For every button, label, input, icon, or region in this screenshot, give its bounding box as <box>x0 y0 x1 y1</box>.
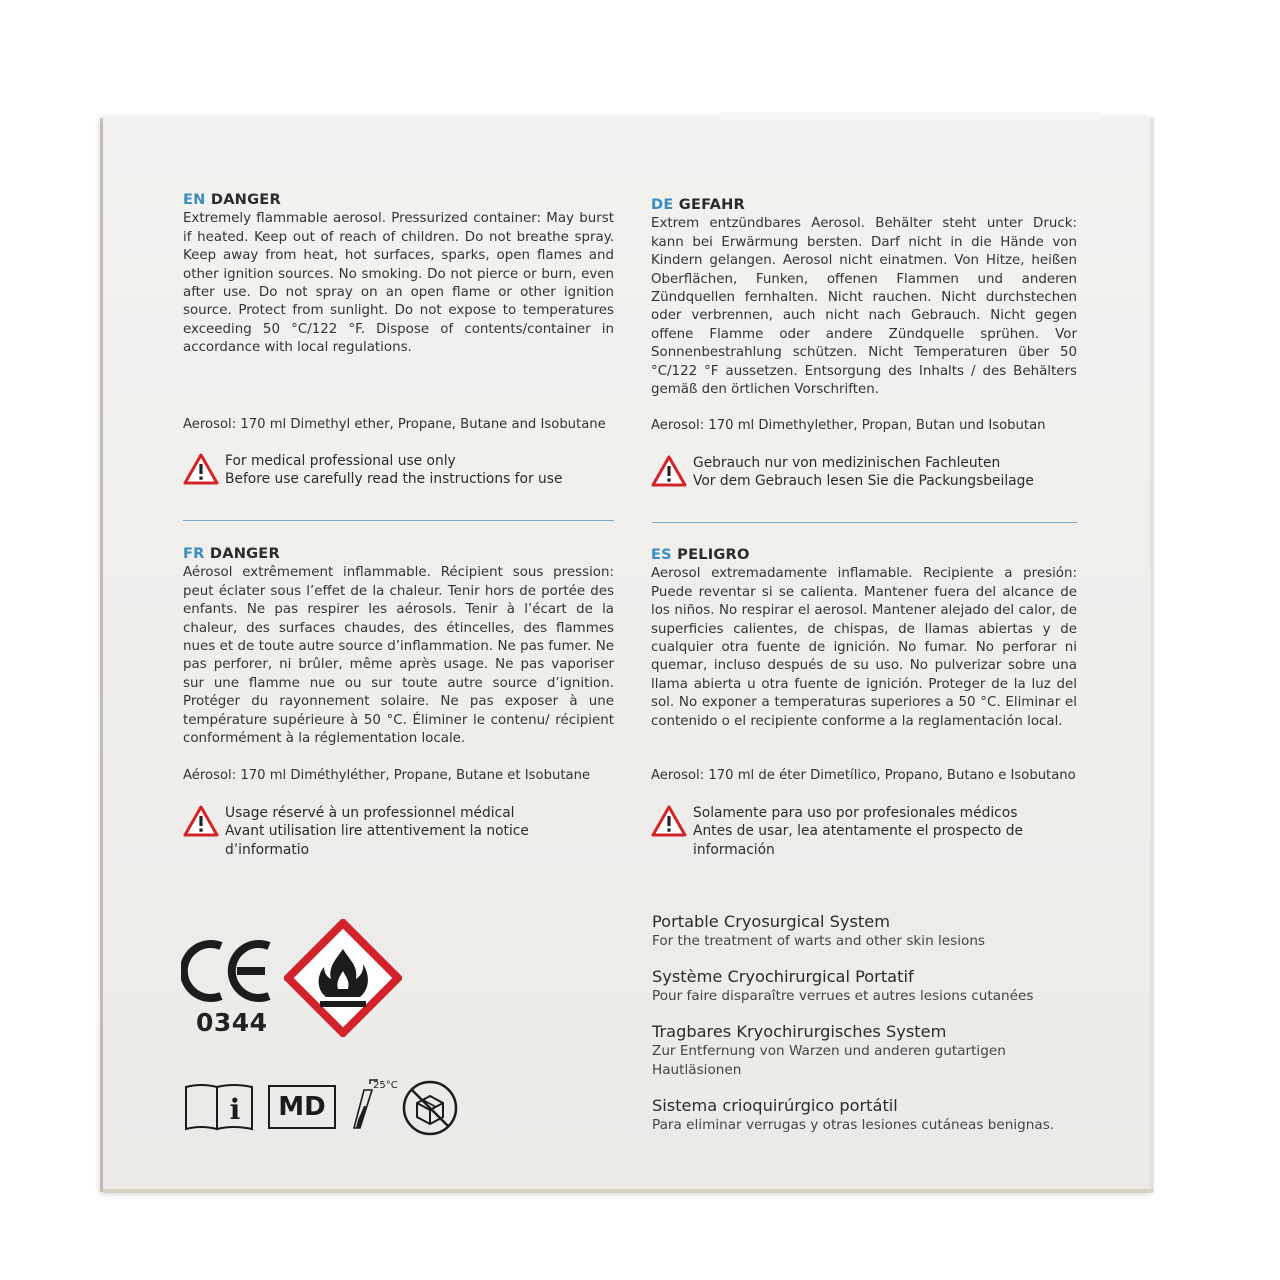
warning-line-1-de: Gebrauch nur von medizinischen Fachleuten <box>693 455 1001 471</box>
warning-line-1-en: For medical professional use only <box>225 453 456 469</box>
product-name-fr <box>652 967 1092 1006</box>
professional-warning-fr <box>183 804 543 859</box>
warning-line-2-es: Antes de usar, lea atentamente el prospecto de información <box>693 823 1023 858</box>
instructions-book-icon <box>183 1083 255 1133</box>
product-title-en: Portable Cryosurgical System <box>652 912 890 931</box>
temperature-limit-icon <box>350 1076 398 1136</box>
warning-triangle-icon <box>183 453 219 485</box>
hazard-text-fr: Aérosol extrêmement inflammable. Récipient sous pression: peut éclater sous l’effet de la chaleur. Tenir hors de portée des enfants. Ne pas respirer les aérosols. Tenir à l’écart de la chaleur, des surfaces chaudes, des étincelles, des flammes nues et de toute autre source d’inflammation. Ne pas fumer. Ne pas perforer, ni brûler, même après usage. Ne pas vaporiser sur une flamme nue ou sur toute autre source d’ignition. Protéger du rayonnement solaire. Ne pas exposer à une température supérieure à 50 °C. Éliminer le contenu/ récipient conformément à la réglementation locale. <box>183 565 614 747</box>
medical-device-icon <box>268 1085 336 1129</box>
box-top-flap <box>720 112 1100 120</box>
aerosol-composition-en: Aerosol: 170 ml Dimethyl ether, Propane, Butane and Isobutane <box>183 417 606 432</box>
professional-warning-de <box>651 454 1034 491</box>
box-right-edge <box>1150 118 1154 1192</box>
product-name-en <box>652 912 1092 951</box>
product-name-es <box>652 1096 1072 1135</box>
section-en-heading <box>183 191 614 209</box>
warning-line-2-fr: Avant utilisation lire attentivement la notice d’informatio <box>225 823 529 858</box>
section-fr <box>183 545 614 748</box>
section-de <box>651 196 1077 399</box>
lang-code-en: EN <box>183 191 206 208</box>
warning-triangle-icon <box>651 455 687 487</box>
product-subtitle-de: Zur Entfernung von Warzen und anderen gutartigen Hautläsionen <box>652 1043 1006 1078</box>
professional-warning-en <box>183 452 562 489</box>
section-de-heading <box>651 196 1077 214</box>
warning-line-1-fr: Usage réservé à un professionnel médical <box>225 805 515 821</box>
hazard-text-en: Extremely flammable aerosol. Pressurized container: May burst if heated. Keep out of reach of children. Do not breathe spray. Keep away from heat, hot surfaces, sparks, open flames and other ignition sources. No smoking. Do not pierce or burn, even after use. Do not spray on an open flame or other ignition source. Protect from sunlight. Do not expose to temperatures exceeding 50 °C/122 °F. Dispose of contents/container in accordance with local regulations. <box>183 211 614 356</box>
section-en <box>183 191 614 358</box>
aerosol-composition-fr: Aérosol: 170 ml Diméthyléther, Propane, Butane et Isobutane <box>183 768 591 783</box>
flammable-hazard-icon <box>284 919 402 1037</box>
lang-code-de: DE <box>651 196 674 213</box>
svg-text:25°C: 25°C <box>373 1080 398 1091</box>
section-fr-heading <box>183 545 614 563</box>
warning-triangle-icon <box>183 805 219 837</box>
aerosol-composition-de: Aerosol: 170 ml Dimethylether, Propan, Butan und Isobutan <box>651 418 1046 433</box>
warning-line-1-es: Solamente para uso por profesionales médicos <box>693 805 1018 821</box>
notified-body-number: 0344 <box>196 1008 268 1037</box>
divider-left <box>183 520 614 521</box>
product-name-de <box>652 1022 1012 1079</box>
section-es-heading <box>651 546 1077 564</box>
warning-line-2-de: Vor dem Gebrauch lesen Sie die Packungsbeilage <box>693 473 1034 490</box>
divider-right <box>652 522 1077 523</box>
product-subtitle-fr: Pour faire disparaître verrues et autres lesions cutanées <box>652 988 1034 1004</box>
product-subtitle-en: For the treatment of warts and other skin lesions <box>652 933 986 949</box>
professional-warning-es <box>651 804 1051 859</box>
hazard-word-fr: DANGER <box>209 545 280 562</box>
hazard-word-en: DANGER <box>210 191 281 208</box>
warning-triangle-icon <box>651 805 687 837</box>
lang-code-es: ES <box>651 546 672 563</box>
aerosol-composition-es: Aerosol: 170 ml de éter Dimetílico, Propano, Butano e Isobutano <box>651 768 1076 783</box>
hazard-word-es: PELIGRO <box>677 546 750 563</box>
warning-line-2-en: Before use carefully read the instructions for use <box>225 471 563 488</box>
product-title-de: Tragbares Kryochirurgisches System <box>652 1022 947 1041</box>
section-es <box>651 546 1077 731</box>
hazard-text-es: Aerosol extremadamente inflamable. Recipiente a presión: Puede reventar si se calienta. Mantener fuera del alcance de los niños. No respirar el aerosol. Mantener alejado del calor, de superficies calientes, de chispas, de llamas abiertas y de cualquier otra fuente de ignición. No fumar. No perforar ni quemar, incluso después de su uso. No pulverizar sobre una llama abierta u otra fuente de ignición. Proteger de la luz del sol. No exponer a temperaturas superiores a 50 °C. Eliminar el contenido o el recipiente conforme a la reglamentación local. <box>651 566 1077 729</box>
md-label: MD <box>278 1092 326 1122</box>
product-title-es: Sistema crioquirúrgico portátil <box>652 1096 898 1115</box>
do-not-reuse-package-icon <box>401 1079 459 1137</box>
product-subtitle-es: Para eliminar verrugas y otras lesiones cutáneas benignas. <box>652 1117 1055 1133</box>
box-bottom-edge <box>103 1189 1153 1193</box>
hazard-word-de: GEFAHR <box>678 196 745 213</box>
svg-text:i: i <box>229 1093 241 1126</box>
lang-code-fr: FR <box>183 545 205 562</box>
product-title-fr: Système Cryochirurgical Portatif <box>652 967 914 986</box>
ce-mark-icon <box>181 938 273 1004</box>
hazard-text-de: Extrem entzündbares Aerosol. Behälter steht unter Druck: kann bei Erwärmung bersten. Darf nicht in die Hände von Kindern gelangen. Aerosol nicht einatmen. Von Hitze, heißen Oberflächen, Funken, offenen Flammen und anderen Zündquellen fernhalten. Nicht rauchen. Nicht durchstechen oder verbrennen, auch nicht nach Gebrauch. Nicht gegen offene Flamme oder andere Zündquelle sprühen. Vor Sonnenbestrahlung schützen. Nicht Temperaturen über 50 °C/122 °F aussetzen. Entsorgung des Inhalts / des Behälters gemäß den örtlichen Vorschriften. <box>651 216 1077 398</box>
